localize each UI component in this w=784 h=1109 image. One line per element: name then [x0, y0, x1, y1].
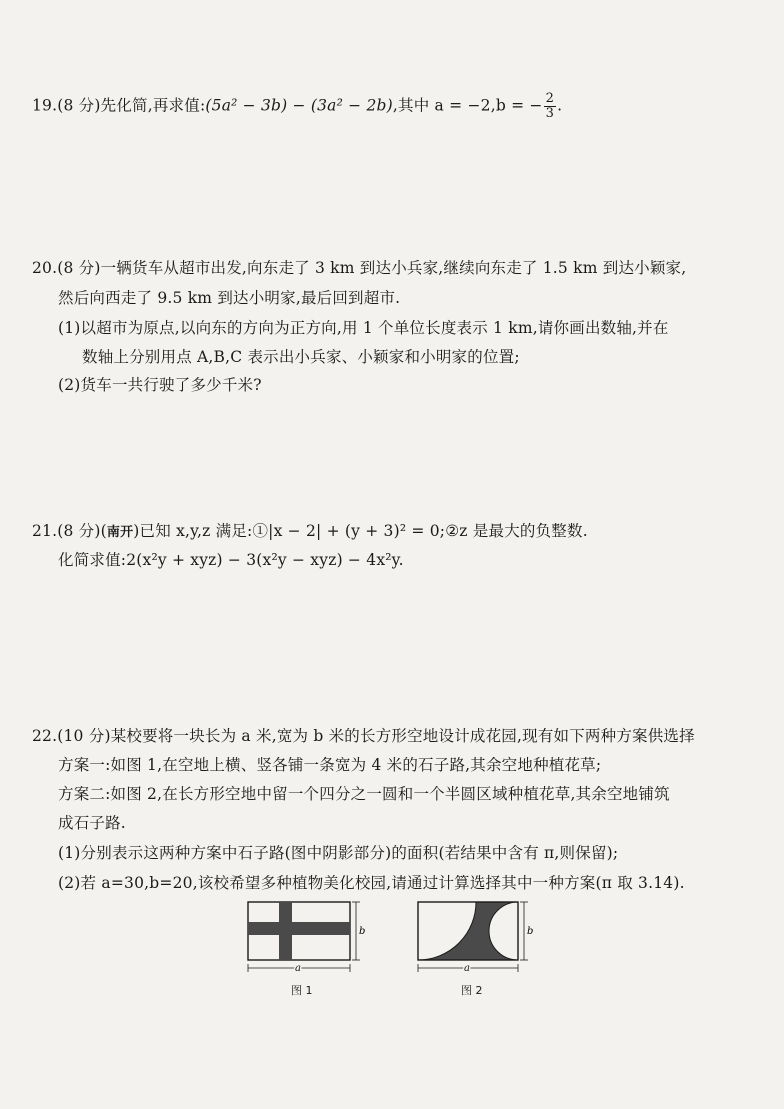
figure-2	[414, 898, 544, 978]
q22-line-3: 方案二:如图 2,在长方形空地中留一个四分之一圆和一个半圆区域种植花草,其余空地铺筑	[58, 785, 670, 803]
figure-1-diagram	[244, 898, 374, 978]
figure-1	[244, 898, 374, 978]
q20-part-2: (2)货车一共行驶了多少千米?	[58, 376, 262, 394]
q20-line-2: 然后向西走了 9.5 km 到达小明家,最后回到超市.	[58, 289, 401, 307]
fig2-label-b: b	[527, 926, 534, 937]
fig1-vertical-path	[279, 902, 292, 960]
q19-fraction	[544, 92, 556, 121]
q21-condition: )已知 x,y,z 满足:①|x − 2| + (y + 3)² = 0;②z 是最大的负整数.	[133, 522, 588, 540]
q22-line-4: 成石子路.	[58, 814, 126, 832]
fig1-label-b: b	[359, 926, 366, 937]
q22-line-2: 方案一:如图 1,在空地上横、竖各铺一条宽为 4 米的石子路,其余空地种植花草;	[58, 756, 602, 774]
q19-prefix: 19.(8 分)先化简,再求值:	[32, 96, 206, 115]
fig1-label-a: a	[295, 963, 301, 974]
q21-line-2: 化简求值:2(x²y + xyz) − 3(x²y − xyz) − 4x²y.	[58, 551, 404, 569]
figure-2-diagram	[414, 898, 544, 978]
q20-part-1a: (1)以超市为原点,以向东的方向为正方向,用 1 个单位长度表示 1 km,请你画出数轴,并在	[58, 319, 669, 337]
q22-part-2: (2)若 a=30,b=20,该校希望多种植物美化校园,请通过计算选择其中一种方案(π 取 3.14).	[58, 874, 685, 892]
q21-line-1	[32, 519, 588, 541]
q21-prefix: 21.(8 分)(	[32, 522, 107, 540]
figure-1-caption: 图 1	[291, 984, 313, 997]
question-19	[32, 92, 562, 121]
fig2-label-a: a	[464, 963, 470, 974]
q20-part-1b: 数轴上分别用点 A,B,C 表示出小兵家、小颖家和小明家的位置;	[82, 348, 520, 366]
fig1-horizontal-path	[248, 922, 350, 935]
q22-part-1: (1)分别表示这两种方案中石子路(图中阴影部分)的面积(若结果中含有 π,则保留);	[58, 844, 619, 862]
q21-source-badge: 南开	[106, 525, 134, 540]
q19-suffix: .	[557, 96, 563, 115]
q19-frac-numerator: 2	[545, 91, 555, 106]
figure-2-caption: 图 2	[461, 984, 483, 997]
q19-frac-denominator: 3	[545, 106, 555, 121]
q19-condition: ,其中 a = −2,b = −	[392, 96, 543, 115]
q20-line-1: 20.(8 分)一辆货车从超市出发,向东走了 3 km 到达小兵家,继续向东走了 1.5 km 到达小颖家,	[32, 259, 687, 277]
q19-expression: (5a² − 3b) − (3a² − 2b)	[205, 96, 393, 115]
q22-line-1: 22.(10 分)某校要将一块长为 a 米,宽为 b 米的长方形空地设计成花园,现有如下两种方案供选择	[32, 727, 695, 745]
